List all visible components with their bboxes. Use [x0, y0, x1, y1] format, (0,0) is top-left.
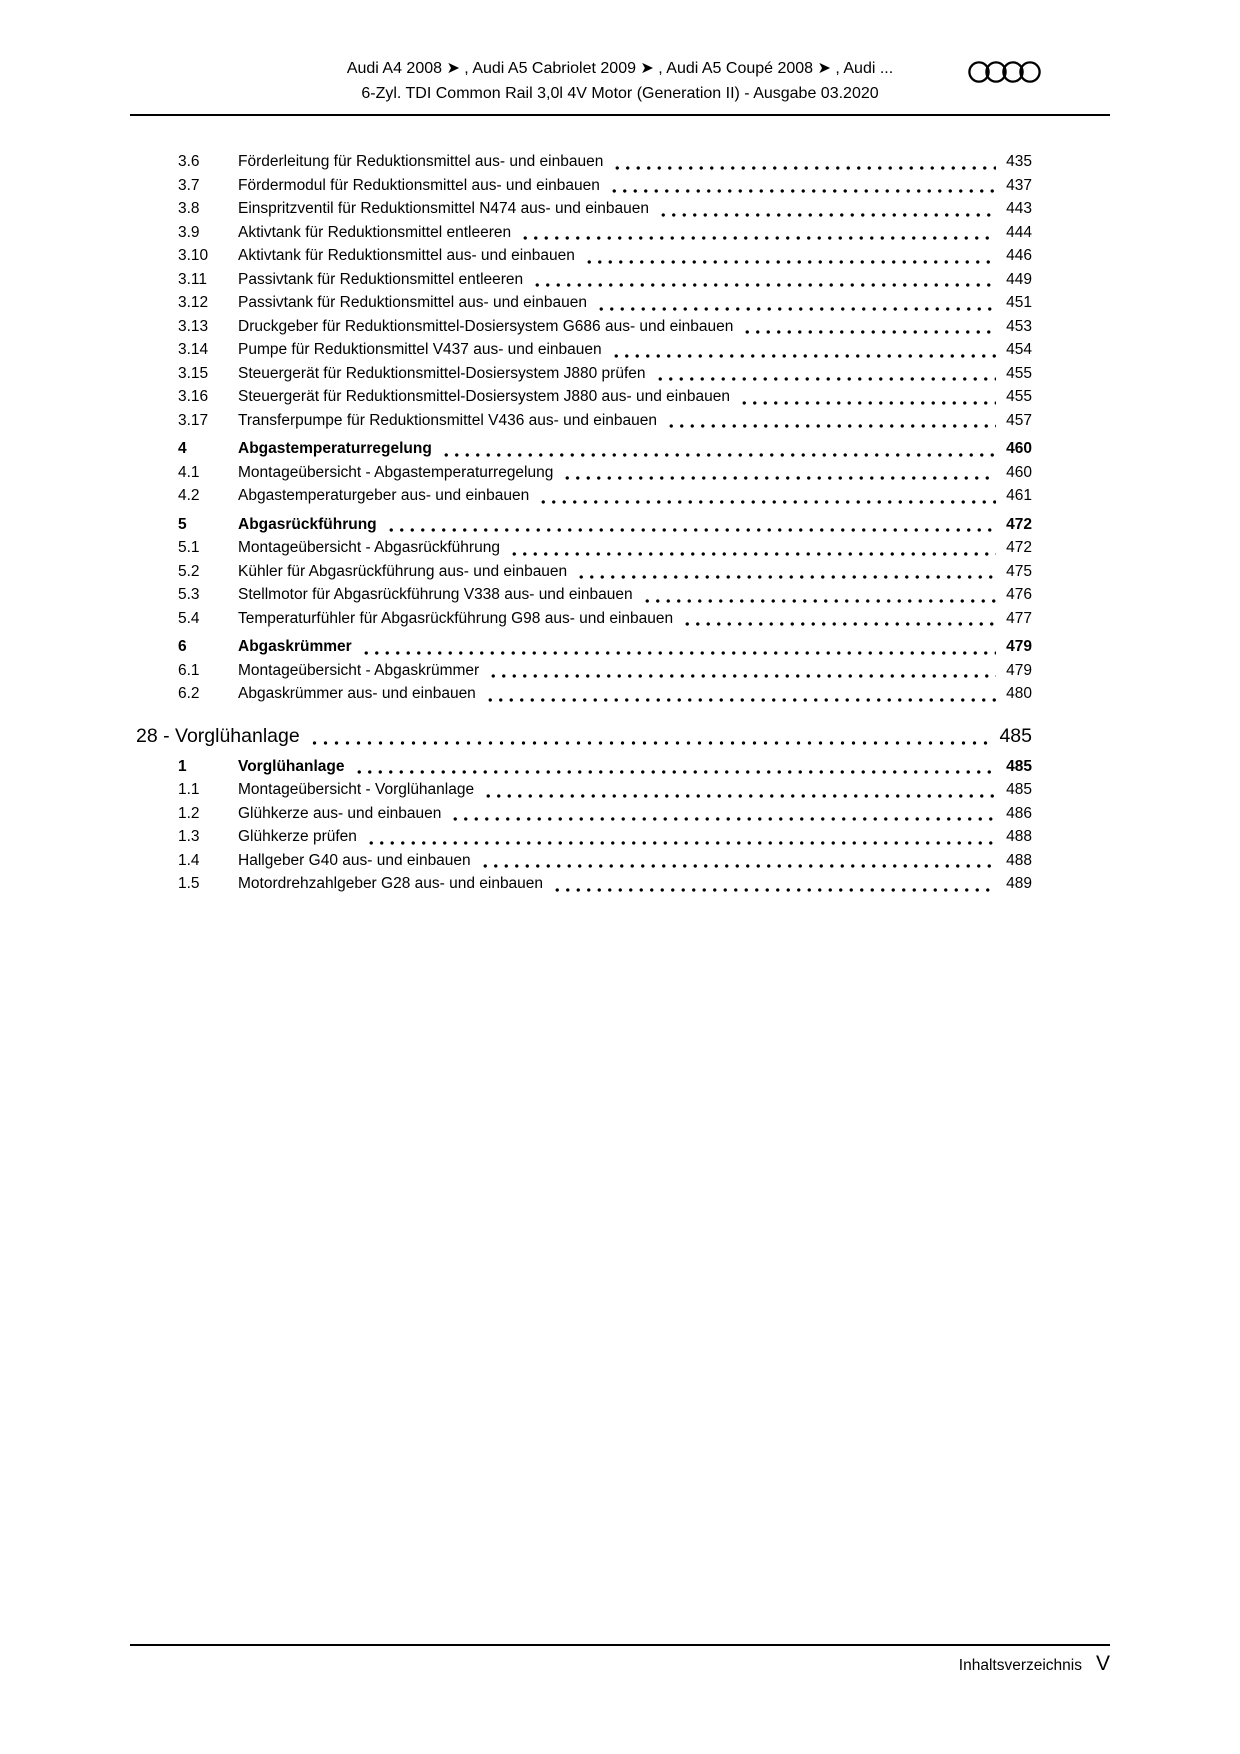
- toc-entry: [130, 607, 1110, 631]
- toc-entry-page[interactable]: 485: [999, 724, 1032, 747]
- toc-entry-number: 5: [178, 515, 187, 533]
- dot-leader: [485, 697, 996, 703]
- toc-entry-title[interactable]: Stellmotor für Abgasrückführung V338 aus- und einbauen: [238, 586, 633, 603]
- toc-entry-number: 4: [178, 440, 187, 457]
- dot-leader: [450, 816, 996, 822]
- dot-leader: [309, 740, 994, 746]
- dot-leader: [584, 259, 996, 265]
- footer-page-number: V: [1095, 1652, 1110, 1675]
- toc-entry-page[interactable]: 460: [1006, 463, 1032, 481]
- toc-entry-number: 5.1: [178, 539, 200, 556]
- toc-entry: [130, 291, 1110, 315]
- toc-entry-number: 3.9: [178, 223, 200, 241]
- dot-leader: [538, 499, 996, 505]
- audi-rings-icon: [968, 58, 1042, 86]
- dot-leader: [361, 650, 996, 656]
- toc-entry-title[interactable]: Pumpe für Reduktionsmittel V437 aus- und einbauen: [238, 341, 602, 358]
- toc-entry-page[interactable]: 485: [1006, 757, 1032, 775]
- dot-leader: [642, 598, 996, 604]
- dot-leader: [682, 621, 996, 627]
- toc-entry: [130, 872, 1110, 896]
- page-footer: [130, 1636, 1110, 1676]
- toc-entry-page[interactable]: 479: [1006, 638, 1032, 655]
- toc-entry: [130, 802, 1110, 826]
- toc-entry-page[interactable]: 444: [1006, 223, 1032, 241]
- toc-entry-number: 4.2: [178, 487, 200, 504]
- toc-entry-title[interactable]: Aktivtank für Reduktionsmittel aus- und einbauen: [238, 247, 575, 264]
- toc-entry-title[interactable]: Aktivtank für Reduktionsmittel entleeren: [238, 223, 512, 241]
- dot-leader: [611, 353, 996, 359]
- toc-entry-number: 3.15: [178, 364, 209, 382]
- toc-entry: [130, 244, 1110, 268]
- toc-entry-number: 3.12: [178, 294, 209, 311]
- toc-entry-page[interactable]: 489: [1006, 875, 1032, 892]
- toc-entry-title[interactable]: Steuergerät für Reduktionsmittel-Dosiersystem J880 aus- und einbauen: [238, 388, 730, 405]
- dot-leader: [386, 527, 996, 533]
- toc-entry: [130, 849, 1110, 873]
- toc-entry: [130, 150, 1110, 174]
- toc-entry-number: 3.10: [178, 247, 209, 264]
- dot-leader: [658, 212, 996, 218]
- toc-entry: [130, 536, 1110, 560]
- toc-entry-page[interactable]: 455: [1006, 364, 1032, 382]
- toc-entry-number: 5.3: [178, 586, 200, 603]
- toc-entry-title[interactable]: Transferpumpe für Reduktionsmittel V436 aus- und einbauen: [238, 411, 658, 429]
- toc-entry: [130, 461, 1110, 485]
- toc-entry-page[interactable]: 486: [1006, 804, 1032, 822]
- toc-entry-number: 1.2: [178, 804, 200, 822]
- toc-entry-page[interactable]: 460: [1006, 440, 1032, 457]
- toc-entry-number: 3.11: [178, 270, 208, 288]
- toc-entry: [130, 560, 1110, 584]
- toc-entry: [130, 362, 1110, 386]
- toc-entry-page[interactable]: 488: [1006, 851, 1032, 869]
- toc-entry: [130, 409, 1110, 433]
- toc-entry: [130, 825, 1110, 849]
- toc-entry: [130, 484, 1110, 508]
- toc-entry-number: 6: [178, 638, 187, 655]
- toc-entry-number: 3.13: [178, 317, 209, 335]
- toc-entry-title[interactable]: Hallgeber G40 aus- und einbauen: [238, 851, 471, 869]
- toc-entry-title[interactable]: Montageübersicht - Abgastemperaturregelung: [238, 463, 554, 481]
- toc-entry: [130, 268, 1110, 292]
- toc-entry-number: 3.14: [178, 341, 209, 358]
- toc-entry-page[interactable]: 443: [1006, 200, 1032, 217]
- dot-leader: [742, 329, 996, 335]
- toc-entry-page[interactable]: 476: [1006, 586, 1032, 603]
- dot-leader: [596, 306, 996, 312]
- toc-entry-title[interactable]: Montageübersicht - Vorglühanlage: [238, 781, 475, 798]
- toc-entry-title[interactable]: Abgastemperaturregelung: [238, 440, 432, 457]
- dot-leader: [655, 376, 997, 382]
- toc-entry-page[interactable]: 485: [1006, 781, 1032, 798]
- toc-entry-number: 6.2: [178, 685, 200, 702]
- toc-entry-number: 3.6: [178, 153, 200, 170]
- dot-leader: [441, 452, 996, 458]
- dot-leader: [576, 574, 996, 580]
- toc-entry-page[interactable]: 475: [1006, 562, 1032, 580]
- toc-entry-title[interactable]: Steuergerät für Reduktionsmittel-Dosiersystem J880 prüfen: [238, 364, 646, 382]
- toc-entry: [130, 197, 1110, 221]
- dot-leader: [609, 188, 996, 194]
- toc-entry-page[interactable]: 480: [1006, 685, 1032, 702]
- toc-entry: [130, 583, 1110, 607]
- dot-leader: [612, 165, 996, 171]
- toc-entry-page[interactable]: 453: [1006, 317, 1032, 335]
- toc-entry-page[interactable]: 435: [1006, 153, 1032, 170]
- toc-entry-number: 1.5: [178, 875, 200, 892]
- toc-entry-page[interactable]: 437: [1006, 176, 1032, 194]
- header-line2: 6-Zyl. TDI Common Rail 3,0l 4V Motor (Generation II) - Ausgabe 03.2020: [361, 85, 879, 102]
- page-header: [130, 56, 1110, 116]
- toc-entry-title[interactable]: Passivtank für Reduktionsmittel entleeren: [238, 270, 524, 288]
- toc-entry-number: 5.2: [178, 562, 200, 580]
- toc-entry-number: 5.4: [178, 609, 200, 627]
- toc-entry-number: 6.1: [178, 661, 200, 679]
- toc-entry-title[interactable]: Kühler für Abgasrückführung aus- und einbauen: [238, 562, 568, 580]
- toc-entry-title[interactable]: Fördermodul für Reduktionsmittel aus- und einbauen: [238, 176, 600, 194]
- toc-entry-number: 3.8: [178, 200, 200, 217]
- toc-entry: [130, 221, 1110, 245]
- dot-leader: [739, 400, 996, 406]
- toc-entry-page[interactable]: 457: [1006, 411, 1032, 429]
- toc-entry-number: 3.7: [178, 176, 200, 194]
- toc-entry-page[interactable]: 451: [1006, 294, 1032, 311]
- dot-leader: [666, 423, 996, 429]
- toc-entry-number: 4.1: [178, 463, 200, 481]
- toc-entry-title[interactable]: Glühkerze aus- und einbauen: [238, 804, 442, 822]
- toc-entry-title[interactable]: Glühkerze prüfen: [238, 828, 357, 845]
- dot-leader: [552, 887, 996, 893]
- toc-entry: [130, 315, 1110, 339]
- dot-leader: [488, 673, 996, 679]
- toc-entry-page[interactable]: 449: [1006, 270, 1032, 288]
- toc-entry-page[interactable]: 454: [1006, 341, 1032, 358]
- header-text: [130, 56, 1110, 106]
- toc-entry-number: 3.17: [178, 411, 209, 429]
- footer-row: [130, 1652, 1110, 1676]
- dot-leader: [483, 793, 996, 799]
- toc-entry-page[interactable]: 461: [1006, 487, 1032, 504]
- toc-entry-page[interactable]: 479: [1006, 661, 1032, 679]
- footer-label: Inhaltsverzeichnis: [958, 1657, 1082, 1674]
- dot-leader: [520, 235, 996, 241]
- toc-entry-title[interactable]: Einspritzventil für Reduktionsmittel N474 aus- und einbauen: [238, 200, 649, 217]
- toc-entry-number: 1.1: [178, 781, 200, 798]
- dot-leader: [509, 551, 996, 557]
- toc-entry-title[interactable]: 28 - Vorglühanlage: [136, 724, 300, 747]
- toc-entry-page[interactable]: 488: [1006, 828, 1032, 845]
- toc-entry: [130, 755, 1110, 779]
- toc-entry-page[interactable]: 455: [1006, 388, 1032, 405]
- toc-entry-page[interactable]: 472: [1006, 515, 1032, 533]
- toc-entry: [130, 659, 1110, 683]
- dot-leader: [532, 282, 996, 288]
- dot-leader: [562, 475, 996, 481]
- toc-entry-title[interactable]: Temperaturfühler für Abgasrückführung G98 aus- und einbauen: [238, 609, 674, 627]
- toc-entry-title[interactable]: Motordrehzahlgeber G28 aus- und einbauen: [238, 875, 544, 892]
- toc-entry: [130, 682, 1110, 706]
- header-divider: [130, 114, 1110, 116]
- header-line1: Audi A4 2008 ➤ , Audi A5 Cabriolet 2009 ➤ , Audi A5 Coupé 2008 ➤ , Audi ...: [346, 60, 894, 77]
- toc-entry-title[interactable]: Abgastemperaturgeber aus- und einbauen: [238, 487, 530, 504]
- toc-entry-number: 1.3: [178, 828, 200, 845]
- toc-entry: [130, 635, 1110, 659]
- dot-leader: [354, 769, 996, 775]
- toc-entry-title[interactable]: Vorglühanlage: [238, 757, 345, 775]
- footer-divider: [130, 1644, 1110, 1646]
- dot-leader: [366, 840, 996, 846]
- toc-entry-title[interactable]: Druckgeber für Reduktionsmittel-Dosiersystem G686 aus- und einbauen: [238, 317, 734, 335]
- toc-entry-title[interactable]: Abgasrückführung: [238, 515, 377, 533]
- toc-entry-number: 3.16: [178, 388, 209, 405]
- toc-entry: [130, 385, 1110, 409]
- dot-leader: [480, 863, 996, 869]
- toc-entry-title[interactable]: Abgaskrümmer aus- und einbauen: [238, 685, 476, 702]
- toc-entry-number: 1.4: [178, 851, 200, 869]
- toc-entry-title[interactable]: Montageübersicht - Abgasrückführung: [238, 539, 500, 556]
- toc-entry-title[interactable]: Montageübersicht - Abgaskrümmer: [238, 661, 480, 679]
- toc-entry-page[interactable]: 446: [1006, 247, 1032, 264]
- toc-entry-title[interactable]: Förderleitung für Reduktionsmittel aus- und einbauen: [238, 153, 604, 170]
- toc-entry-title[interactable]: Abgaskrümmer: [238, 638, 352, 655]
- toc-entry: [130, 437, 1110, 461]
- table-of-contents: [130, 150, 1110, 896]
- toc-entry-page[interactable]: 472: [1006, 539, 1032, 556]
- toc-entry: [130, 778, 1110, 802]
- toc-entry-title[interactable]: Passivtank für Reduktionsmittel aus- und einbauen: [238, 294, 587, 311]
- toc-entry: [130, 723, 1110, 750]
- toc-entry: [130, 174, 1110, 198]
- toc-entry-page[interactable]: 477: [1006, 609, 1032, 627]
- toc-entry-number: 1: [178, 757, 187, 775]
- toc-entry: [130, 513, 1110, 537]
- toc-entry: [130, 338, 1110, 362]
